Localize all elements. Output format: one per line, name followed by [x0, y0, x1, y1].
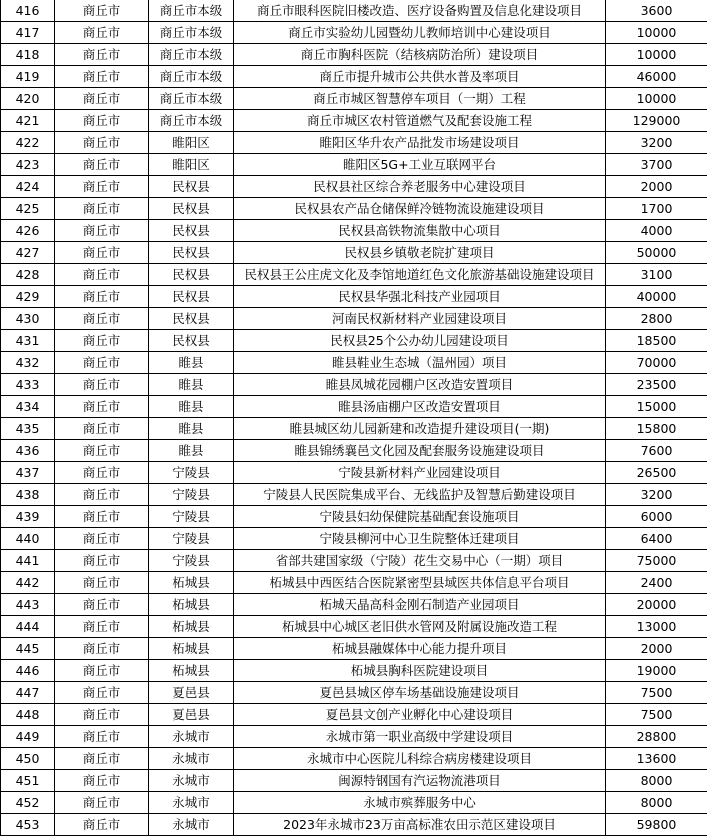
amount-cell: 3700	[606, 154, 707, 176]
county-cell: 民权县	[149, 308, 234, 330]
row-number-cell: 450	[1, 748, 55, 770]
amount-cell: 40000	[606, 286, 707, 308]
project-name-cell: 睢阳区5G+工业互联网平台	[234, 154, 606, 176]
row-number-cell: 425	[1, 198, 55, 220]
city-cell: 商丘市	[55, 748, 149, 770]
project-name-cell: 民权县乡镇敬老院扩建项目	[234, 242, 606, 264]
city-cell: 商丘市	[55, 198, 149, 220]
table-row	[1, 550, 707, 572]
county-cell: 柘城县	[149, 616, 234, 638]
project-name-cell: 柘城县中西医结合医院紧密型县域医共体信息平台项目	[234, 572, 606, 594]
row-number-cell: 449	[1, 726, 55, 748]
row-number-cell: 446	[1, 660, 55, 682]
amount-cell: 28800	[606, 726, 707, 748]
city-cell: 商丘市	[55, 682, 149, 704]
row-number-cell: 444	[1, 616, 55, 638]
amount-cell: 3100	[606, 264, 707, 286]
county-cell: 永城市	[149, 726, 234, 748]
city-cell: 商丘市	[55, 330, 149, 352]
county-cell: 民权县	[149, 330, 234, 352]
amount-cell: 15000	[606, 396, 707, 418]
row-number-cell: 422	[1, 132, 55, 154]
amount-cell: 13000	[606, 616, 707, 638]
county-cell: 睢阳区	[149, 132, 234, 154]
row-number-cell: 442	[1, 572, 55, 594]
amount-cell: 23500	[606, 374, 707, 396]
table-row	[1, 374, 707, 396]
amount-cell: 15800	[606, 418, 707, 440]
project-name-cell: 商丘市提升城市公共供水普及率项目	[234, 66, 606, 88]
county-cell: 商丘市本级	[149, 110, 234, 132]
city-cell: 商丘市	[55, 462, 149, 484]
county-cell: 睢县	[149, 396, 234, 418]
amount-cell: 7500	[606, 682, 707, 704]
amount-cell: 20000	[606, 594, 707, 616]
city-cell: 商丘市	[55, 264, 149, 286]
county-cell: 民权县	[149, 220, 234, 242]
row-number-cell: 452	[1, 792, 55, 814]
table-row	[1, 418, 707, 440]
project-name-cell: 柘城县胸科医院建设项目	[234, 660, 606, 682]
amount-cell: 8000	[606, 770, 707, 792]
amount-cell: 8000	[606, 792, 707, 814]
amount-cell: 6400	[606, 528, 707, 550]
county-cell: 民权县	[149, 242, 234, 264]
amount-cell: 46000	[606, 66, 707, 88]
row-number-cell: 435	[1, 418, 55, 440]
county-cell: 睢阳区	[149, 154, 234, 176]
city-cell: 商丘市	[55, 572, 149, 594]
amount-cell: 19000	[606, 660, 707, 682]
project-name-cell: 省部共建国家级（宁陵）花生交易中心（一期）项目	[234, 550, 606, 572]
county-cell: 商丘市本级	[149, 66, 234, 88]
table-row	[1, 242, 707, 264]
table-row	[1, 484, 707, 506]
row-number-cell: 428	[1, 264, 55, 286]
row-number-cell: 420	[1, 88, 55, 110]
row-number-cell: 443	[1, 594, 55, 616]
county-cell: 商丘市本级	[149, 22, 234, 44]
city-cell: 商丘市	[55, 396, 149, 418]
project-name-cell: 睢县鞋业生态城（温州园）项目	[234, 352, 606, 374]
amount-cell: 2400	[606, 572, 707, 594]
project-name-cell: 宁陵县人民医院集成平台、无线监护及智慧后勤建设项目	[234, 484, 606, 506]
project-name-cell: 宁陵县柳河中心卫生院整体迁建项目	[234, 528, 606, 550]
project-name-cell: 民权县25个公办幼儿园建设项目	[234, 330, 606, 352]
project-name-cell: 夏邑县文创产业孵化中心建设项目	[234, 704, 606, 726]
city-cell: 商丘市	[55, 352, 149, 374]
city-cell: 商丘市	[55, 616, 149, 638]
county-cell: 睢县	[149, 440, 234, 462]
city-cell: 商丘市	[55, 638, 149, 660]
row-number-cell: 439	[1, 506, 55, 528]
row-number-cell: 436	[1, 440, 55, 462]
city-cell: 商丘市	[55, 44, 149, 66]
amount-cell: 10000	[606, 22, 707, 44]
city-cell: 商丘市	[55, 242, 149, 264]
project-name-cell: 商丘市胸科医院（结核病防治所）建设项目	[234, 44, 606, 66]
row-number-cell: 417	[1, 22, 55, 44]
county-cell: 民权县	[149, 264, 234, 286]
project-name-cell: 睢县凤城花园棚户区改造安置项目	[234, 374, 606, 396]
row-number-cell: 421	[1, 110, 55, 132]
city-cell: 商丘市	[55, 418, 149, 440]
amount-cell: 7500	[606, 704, 707, 726]
county-cell: 民权县	[149, 286, 234, 308]
city-cell: 商丘市	[55, 484, 149, 506]
amount-cell: 50000	[606, 242, 707, 264]
row-number-cell: 426	[1, 220, 55, 242]
city-cell: 商丘市	[55, 0, 149, 22]
project-name-cell: 柘城县中心城区老旧供水管网及附属设施改造工程	[234, 616, 606, 638]
amount-cell: 70000	[606, 352, 707, 374]
city-cell: 商丘市	[55, 704, 149, 726]
row-number-cell: 427	[1, 242, 55, 264]
table-row	[1, 132, 707, 154]
project-name-cell: 柘城县融媒体中心能力提升项目	[234, 638, 606, 660]
amount-cell: 7600	[606, 440, 707, 462]
table-row	[1, 308, 707, 330]
amount-cell: 2000	[606, 176, 707, 198]
project-name-cell: 河南民权新材料产业园建设项目	[234, 308, 606, 330]
table-row	[1, 660, 707, 682]
project-name-cell: 民权县高铁物流集散中心项目	[234, 220, 606, 242]
county-cell: 柘城县	[149, 594, 234, 616]
city-cell: 商丘市	[55, 308, 149, 330]
table-row	[1, 440, 707, 462]
project-name-cell: 睢县汤庙棚户区改造安置项目	[234, 396, 606, 418]
county-cell: 永城市	[149, 748, 234, 770]
county-cell: 永城市	[149, 792, 234, 814]
project-name-cell: 商丘市城区农村管道燃气及配套设施工程	[234, 110, 606, 132]
city-cell: 商丘市	[55, 440, 149, 462]
row-number-cell: 438	[1, 484, 55, 506]
city-cell: 商丘市	[55, 88, 149, 110]
row-number-cell: 432	[1, 352, 55, 374]
city-cell: 商丘市	[55, 550, 149, 572]
row-number-cell: 437	[1, 462, 55, 484]
table-row	[1, 110, 707, 132]
amount-cell: 6000	[606, 506, 707, 528]
county-cell: 永城市	[149, 814, 234, 836]
project-name-cell: 民权县王公庄虎文化及李馆地道红色文化旅游基础设施建设项目	[234, 264, 606, 286]
county-cell: 夏邑县	[149, 704, 234, 726]
amount-cell: 26500	[606, 462, 707, 484]
amount-cell: 75000	[606, 550, 707, 572]
row-number-cell: 416	[1, 0, 55, 22]
table-row	[1, 176, 707, 198]
table-row	[1, 264, 707, 286]
project-name-cell: 民权县农产品仓储保鲜冷链物流设施建设项目	[234, 198, 606, 220]
county-cell: 永城市	[149, 770, 234, 792]
table-row	[1, 352, 707, 374]
project-name-cell: 永城市殡葬服务中心	[234, 792, 606, 814]
city-cell: 商丘市	[55, 176, 149, 198]
county-cell: 柘城县	[149, 638, 234, 660]
table-row	[1, 814, 707, 836]
county-cell: 商丘市本级	[149, 0, 234, 22]
table-row	[1, 88, 707, 110]
row-number-cell: 445	[1, 638, 55, 660]
row-number-cell: 448	[1, 704, 55, 726]
row-number-cell: 440	[1, 528, 55, 550]
amount-cell: 2800	[606, 308, 707, 330]
county-cell: 宁陵县	[149, 462, 234, 484]
county-cell: 宁陵县	[149, 484, 234, 506]
table-row	[1, 638, 707, 660]
table-row	[1, 330, 707, 352]
amount-cell: 3200	[606, 484, 707, 506]
table-row	[1, 0, 707, 22]
amount-cell: 10000	[606, 88, 707, 110]
table-row	[1, 528, 707, 550]
table-row	[1, 792, 707, 814]
project-name-cell: 2023年永城市23万亩高标准农田示范区建设项目	[234, 814, 606, 836]
city-cell: 商丘市	[55, 220, 149, 242]
city-cell: 商丘市	[55, 814, 149, 836]
project-name-cell: 商丘市城区智慧停车项目（一期）工程	[234, 88, 606, 110]
city-cell: 商丘市	[55, 154, 149, 176]
table-row	[1, 748, 707, 770]
amount-cell: 2000	[606, 638, 707, 660]
project-name-cell: 民权县社区综合养老服务中心建设项目	[234, 176, 606, 198]
table-row	[1, 286, 707, 308]
county-cell: 宁陵县	[149, 506, 234, 528]
project-name-cell: 永城市第一职业高级中学建设项目	[234, 726, 606, 748]
row-number-cell: 429	[1, 286, 55, 308]
county-cell: 睢县	[149, 374, 234, 396]
row-number-cell: 423	[1, 154, 55, 176]
city-cell: 商丘市	[55, 286, 149, 308]
county-cell: 柘城县	[149, 660, 234, 682]
county-cell: 商丘市本级	[149, 88, 234, 110]
city-cell: 商丘市	[55, 132, 149, 154]
city-cell: 商丘市	[55, 22, 149, 44]
table-row	[1, 462, 707, 484]
city-cell: 商丘市	[55, 770, 149, 792]
table-body	[1, 0, 707, 836]
row-number-cell: 433	[1, 374, 55, 396]
amount-cell: 10000	[606, 44, 707, 66]
city-cell: 商丘市	[55, 726, 149, 748]
row-number-cell: 419	[1, 66, 55, 88]
project-name-cell: 睢阳区华升农产品批发市场建设项目	[234, 132, 606, 154]
row-number-cell: 447	[1, 682, 55, 704]
row-number-cell: 434	[1, 396, 55, 418]
project-name-cell: 闽源特钢国有汽运物流港项目	[234, 770, 606, 792]
city-cell: 商丘市	[55, 594, 149, 616]
project-name-cell: 柘城天晶高科金刚石制造产业园项目	[234, 594, 606, 616]
county-cell: 睢县	[149, 352, 234, 374]
table-row	[1, 396, 707, 418]
table-row	[1, 198, 707, 220]
row-number-cell: 418	[1, 44, 55, 66]
project-name-cell: 宁陵县妇幼保健院基础配套设施项目	[234, 506, 606, 528]
amount-cell: 1700	[606, 198, 707, 220]
table-row	[1, 594, 707, 616]
city-cell: 商丘市	[55, 110, 149, 132]
table-row	[1, 770, 707, 792]
row-number-cell: 424	[1, 176, 55, 198]
project-name-cell: 商丘市实验幼儿园暨幼儿教师培训中心建设项目	[234, 22, 606, 44]
county-cell: 睢县	[149, 418, 234, 440]
table-row	[1, 220, 707, 242]
city-cell: 商丘市	[55, 66, 149, 88]
county-cell: 柘城县	[149, 572, 234, 594]
amount-cell: 129000	[606, 110, 707, 132]
county-cell: 宁陵县	[149, 550, 234, 572]
table-row	[1, 66, 707, 88]
county-cell: 夏邑县	[149, 682, 234, 704]
table-row	[1, 572, 707, 594]
table-row	[1, 506, 707, 528]
amount-cell: 4000	[606, 220, 707, 242]
table-row	[1, 682, 707, 704]
county-cell: 宁陵县	[149, 528, 234, 550]
county-cell: 民权县	[149, 198, 234, 220]
project-name-cell: 民权县华强北科技产业园项目	[234, 286, 606, 308]
row-number-cell: 453	[1, 814, 55, 836]
project-name-cell: 商丘市眼科医院旧楼改造、医疗设备购置及信息化建设项目	[234, 0, 606, 22]
city-cell: 商丘市	[55, 528, 149, 550]
amount-cell: 59800	[606, 814, 707, 836]
city-cell: 商丘市	[55, 506, 149, 528]
row-number-cell: 451	[1, 770, 55, 792]
amount-cell: 3200	[606, 132, 707, 154]
table-row	[1, 616, 707, 638]
table-row	[1, 44, 707, 66]
table-row	[1, 22, 707, 44]
table-row	[1, 704, 707, 726]
county-cell: 商丘市本级	[149, 44, 234, 66]
row-number-cell: 441	[1, 550, 55, 572]
amount-cell: 3600	[606, 0, 707, 22]
project-name-cell: 睢县锦绣襄邑文化园及配套服务设施建设项目	[234, 440, 606, 462]
project-name-cell: 夏邑县城区停车场基础设施建设项目	[234, 682, 606, 704]
project-name-cell: 永城市中心医院儿科综合病房楼建设项目	[234, 748, 606, 770]
amount-cell: 13600	[606, 748, 707, 770]
city-cell: 商丘市	[55, 374, 149, 396]
county-cell: 民权县	[149, 176, 234, 198]
table-row	[1, 726, 707, 748]
row-number-cell: 431	[1, 330, 55, 352]
project-name-cell: 睢县城区幼儿园新建和改造提升建设项目(一期)	[234, 418, 606, 440]
amount-cell: 18500	[606, 330, 707, 352]
city-cell: 商丘市	[55, 660, 149, 682]
row-number-cell: 430	[1, 308, 55, 330]
project-name-cell: 宁陵县新材料产业园建设项目	[234, 462, 606, 484]
table-row	[1, 154, 707, 176]
city-cell: 商丘市	[55, 792, 149, 814]
